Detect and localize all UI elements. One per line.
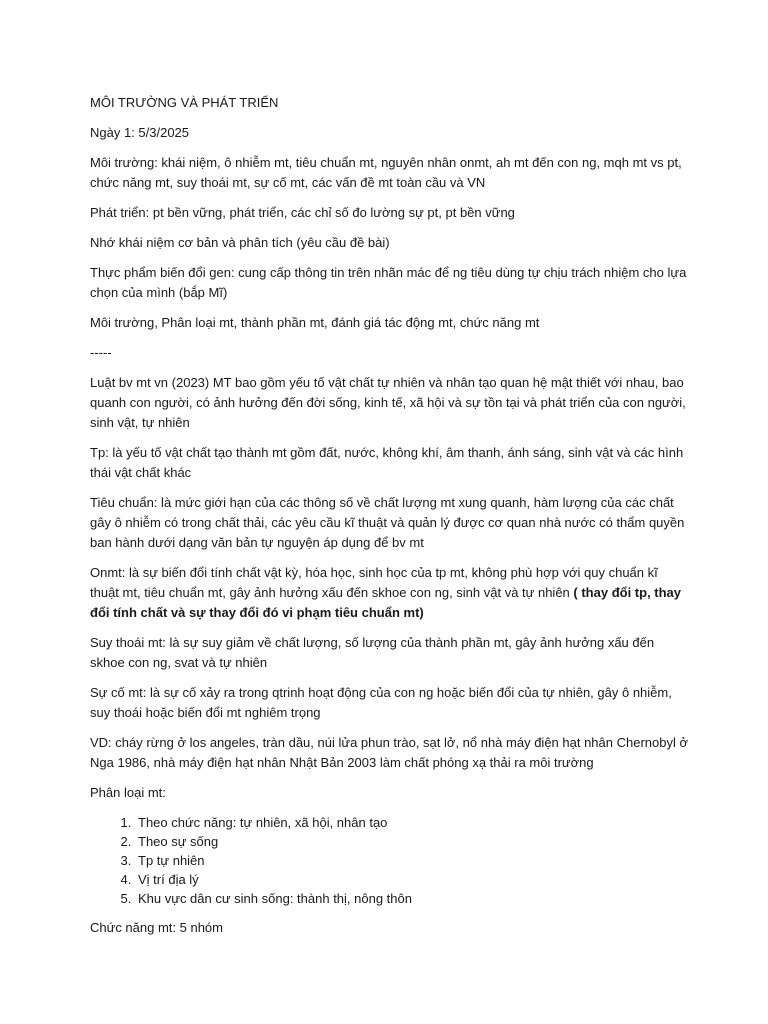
list-item: 4. Vị trí địa lý: [135, 870, 690, 889]
paragraph-tieu-chuan: Tiêu chuẩn: là mức giới hạn của các thông số về chất lượng mt xung quanh, hàm lượng của các chất gây ô nhiễm có trong chất thải, các yêu cầu kĩ thuật và quản lý được cơ quan nhà nước có thẩm quyền ban hành dưới dạng văn bản tự nguyện áp dụng để bv mt: [90, 495, 685, 550]
paragraph-suy-thoai: Suy thoái mt: là sự suy giảm về chất lượng, số lượng của thành phần mt, gây ảnh hưởng xấu đến skhoe con ng, svat và tự nhiên: [90, 635, 655, 670]
phan-loai-list: [90, 813, 690, 908]
paragraph-onmt: [90, 563, 690, 623]
list-item: 5. Khu vực dân cư sinh sống: thành thị, nông thôn: [135, 889, 690, 908]
paragraph-luat-bvmt: Luật bv mt vn (2023) MT bao gồm yếu tố vật chất tự nhiên và nhân tạo quan hệ mật thiết với nhau, bao quanh con người, có ảnh hưởng đến đời sống, kinh tế, xã hội và sự tồn tại và phát triển của con người, sinh vật, tự nhiên: [90, 375, 686, 430]
paragraph-vi-du: VD: cháy rừng ở los angeles, tràn dầu, núi lửa phun trào, sạt lở, nổ nhà máy điện hạt nhân Chernobyl ở Nga 1986, nhà máy điện hạt nhân Nhật Bản 2003 làm chất phóng xạ thải ra môi trường: [90, 735, 688, 770]
paragraph-su-co: Sự cố mt: là sự cố xảy ra trong qtrinh hoạt động của con ng hoặc biến đổi của tự nhiên, gây ô nhiễm, suy thoái hoặc biến đổi mt nghiêm trọng: [90, 685, 672, 720]
list-item: 1. Theo chức năng: tự nhiên, xã hội, nhân tạo: [135, 813, 690, 832]
separator-line: -----: [90, 345, 112, 360]
paragraph-nho-khai-niem: Nhớ khái niệm cơ bản và phân tích (yêu cầu đề bài): [90, 235, 390, 250]
paragraph-moi-truong: Môi trường: khái niệm, ô nhiễm mt, tiêu chuẩn mt, nguyên nhân onmt, ah mt đến con ng, mqh mt vs pt, chức năng mt, suy thoái mt, sự cố mt, các vấn đề mt toàn cầu và VN: [90, 155, 682, 190]
onmt-definition: Onmt: là sự biến đổi tính chất vật kỳ, hóa học, sinh học của tp mt, không phù hợp với quy chuẩn kĩ thuật mt, tiêu chuẩn mt, gây ảnh hưởng xấu đến skhoe con ng, sinh vật và tự nhiên: [90, 565, 658, 600]
phan-loai-heading: Phân loại mt:: [90, 785, 166, 800]
date-line: Ngày 1: 5/3/2025: [90, 125, 190, 140]
paragraph-thuc-pham: Thực phẩm biến đổi gen: cung cấp thông tin trên nhãn mác để ng tiêu dùng tự chịu trách nhiệm cho lựa chọn của mình (bắp Mĩ): [90, 265, 687, 300]
document-title: MÔI TRƯỜNG VÀ PHÁT TRIỂN: [90, 95, 279, 110]
document-page: [90, 93, 690, 948]
list-item: 3. Tp tự nhiên: [135, 851, 690, 870]
paragraph-thanh-phan: Tp: là yếu tố vật chất tạo thành mt gồm đất, nước, không khí, âm thanh, ánh sáng, sinh vật và các hình thái vật chất khác: [90, 445, 684, 480]
list-item: 2. Theo sự sống: [135, 832, 690, 851]
paragraph-chuc-nang: Chức năng mt: 5 nhóm: [90, 920, 223, 935]
paragraph-phan-loai-summary: Môi trường, Phân loại mt, thành phần mt, đánh giá tác động mt, chức năng mt: [90, 315, 540, 330]
onmt-bold-note: ( thay đổi tp, thay đổi tính chất và sự thay đổi đó vi phạm tiêu chuẩn mt): [90, 585, 682, 620]
paragraph-phat-trien: Phát triển: pt bền vững, phát triển, các chỉ số đo lường sự pt, pt bền vững: [90, 205, 515, 220]
